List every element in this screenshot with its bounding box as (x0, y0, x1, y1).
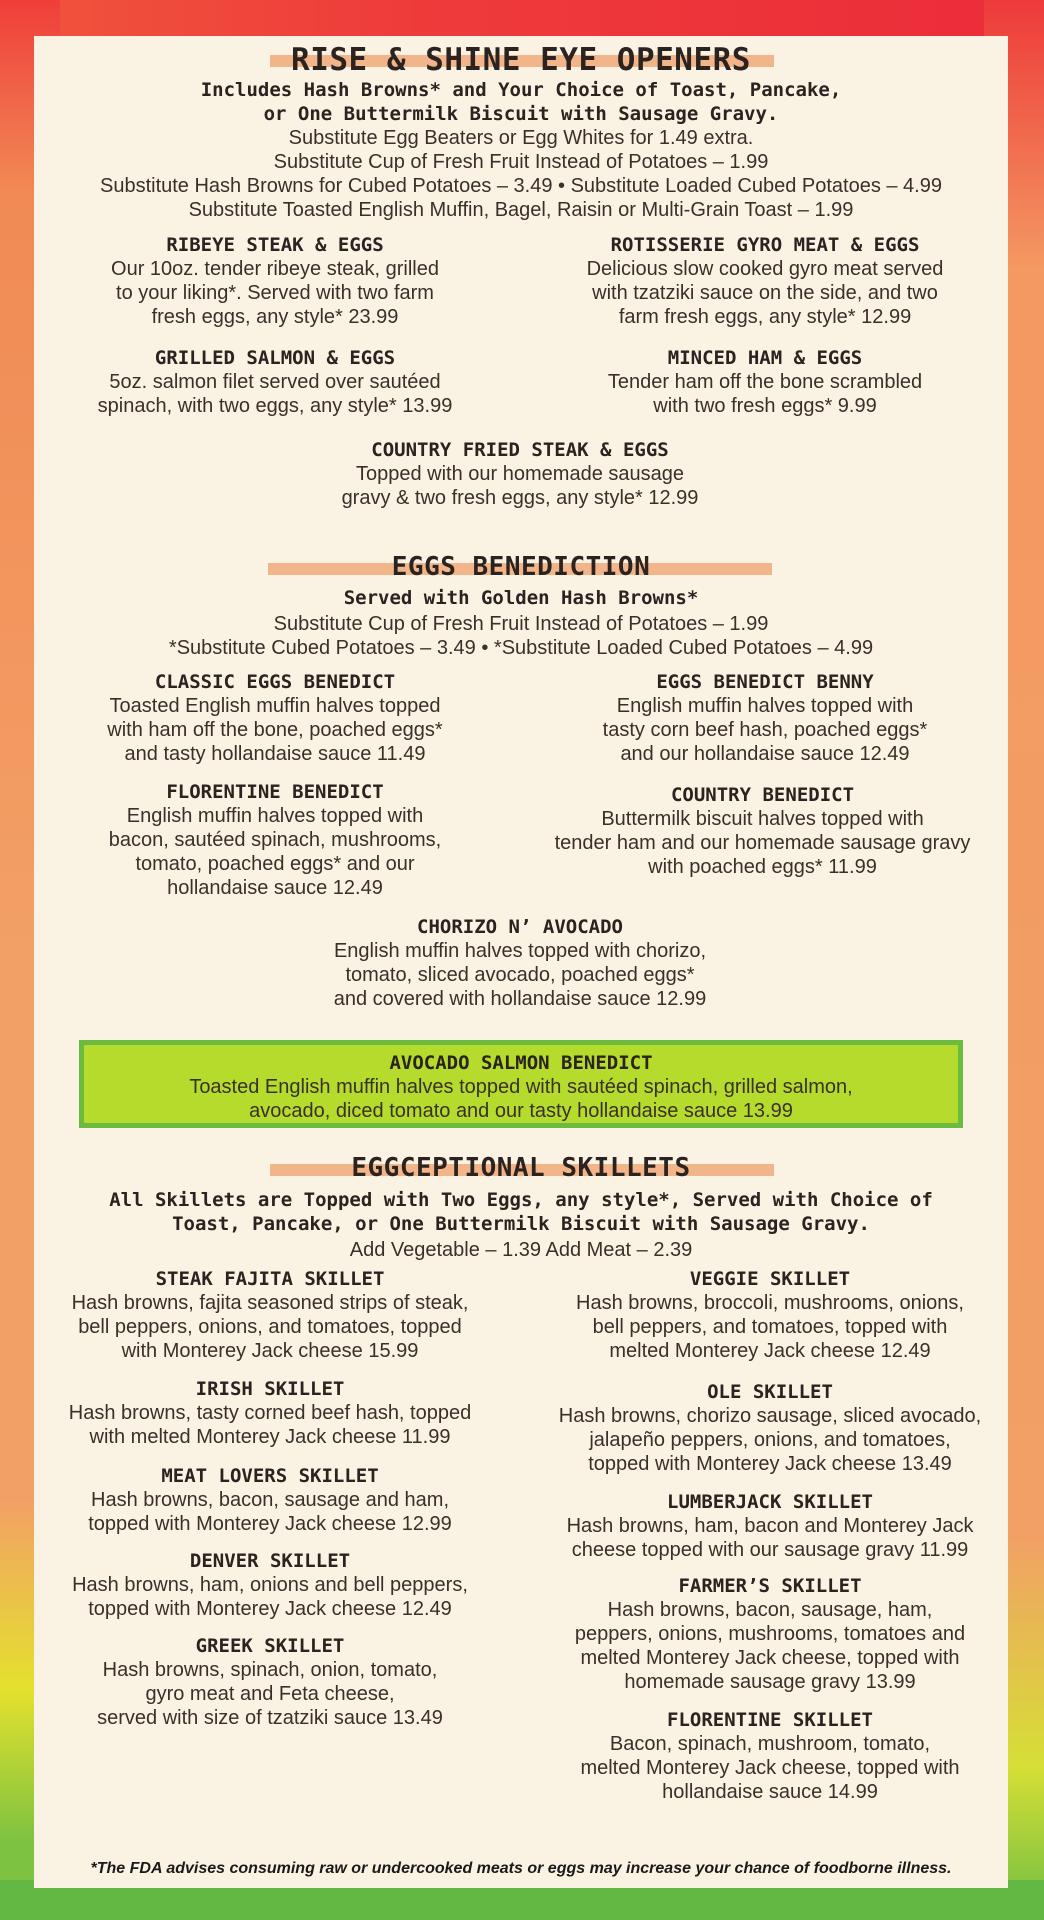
subtitle-line: All Skillets are Topped with Two Eggs, any style*, Served with Choice of (109, 1189, 933, 1211)
menu-item-name: FLORENTINE SKILLET (667, 1709, 873, 1731)
section-subtitle (34, 78, 1008, 126)
section-subtitle (34, 1188, 1008, 1236)
menu-item-description: Hash browns, bacon, sausage, ham, peppers, onions, mushrooms, tomatoes and melted Monterey Jack cheese, topped with homemade sausage gravy 13.99 (574, 1599, 966, 1693)
menu-item-description: Tender ham off the bone scrambled with two fresh eggs* 9.99 (607, 371, 923, 417)
menu-item (45, 1377, 495, 1449)
menu-item (540, 1267, 1000, 1363)
menu-item (45, 1267, 495, 1363)
menu-item (60, 233, 490, 329)
subtitle-line: or One Buttermilk Biscuit with Sausage Gravy. (263, 103, 779, 125)
note-line: Substitute Cup of Fresh Fruit Instead of Potatoes – 1.99 (273, 613, 769, 635)
section-title-eggs-benediction: EGGS BENEDICTION (391, 552, 651, 582)
subtitle-line: Includes Hash Browns* and Your Choice of Toast, Pancake, (200, 79, 842, 101)
section-notes (34, 126, 1008, 222)
menu-item-description: Hash browns, ham, onions and bell peppers, topped with Monterey Jack cheese 12.49 (72, 1574, 468, 1620)
menu-item-description: Buttermilk biscuit halves topped with tender ham and our homemade sausage gravy with poached eggs* 11.99 (554, 808, 971, 878)
menu-item-description: Hash browns, fajita seasoned strips of steak, bell peppers, onions, and tomatoes, topped with Monterey Jack cheese 15.99 (71, 1292, 469, 1362)
featured-item-description: Toasted English muffin halves topped with sautéed spinach, grilled salmon, avocado, diced tomato and our tasty hollandaise sauce 13.99 (189, 1076, 853, 1122)
menu-item-description: Topped with our homemade sausage gravy & two fresh eggs, any style* 12.99 (341, 463, 699, 509)
menu-item-description: English muffin halves topped with bacon, sautéed spinach, mushrooms, tomato, poached eggs* and our hollandaise sauce 12.49 (108, 805, 442, 899)
menu-item (535, 1380, 1005, 1476)
menu-item-name: COUNTRY FRIED STEAK & EGGS (371, 439, 669, 461)
menu-item-name: GREEK SKILLET (195, 1635, 345, 1657)
menu-item-name: STEAK FAJITA SKILLET (155, 1268, 385, 1290)
menu-item-description: Delicious slow cooked gyro meat served with tzatziki sauce on the side, and two farm fresh eggs, any style* 12.99 (586, 258, 944, 328)
menu-item-description: Hash browns, ham, bacon and Monterey Jack cheese topped with our sausage gravy 11.99 (566, 1515, 974, 1561)
menu-item-name: FLORENTINE BENEDICT (166, 781, 384, 803)
note-line: Substitute Toasted English Muffin, Bagel, Raisin or Multi-Grain Toast – 1.99 (188, 199, 854, 221)
menu-item (540, 1574, 1000, 1694)
menu-item (60, 780, 490, 900)
section-notes (34, 612, 1008, 660)
section-notes (34, 1238, 1008, 1262)
menu-item-name: VEGGIE SKILLET (689, 1268, 851, 1290)
menu-item (540, 233, 990, 329)
subtitle-line: Toast, Pancake, or One Buttermilk Biscuit with Sausage Gravy. (172, 1213, 870, 1235)
menu-item-name: DENVER SKILLET (189, 1550, 351, 1572)
menu-item-name: ROTISSERIE GYRO MEAT & EGGS (610, 234, 920, 256)
menu-item-description: Hash browns, spinach, onion, tomato, gyro meat and Feta cheese, served with size of tzatziki sauce 13.49 (97, 1659, 443, 1729)
note-line: Substitute Hash Browns for Cubed Potatoes – 3.49 • Substitute Loaded Cubed Potatoes – 4.99 (99, 175, 942, 197)
menu-item-name: IRISH SKILLET (195, 1378, 345, 1400)
menu-item-name: EGGS BENEDICT BENNY (656, 671, 874, 693)
menu-item-name: GRILLED SALMON & EGGS (154, 347, 396, 369)
menu-item-description: Hash browns, tasty corned beef hash, topped with melted Monterey Jack cheese 11.99 (68, 1402, 472, 1448)
section-title-rise-shine: RISE & SHINE EYE OPENERS (291, 42, 751, 78)
fda-disclaimer: *The FDA advises consuming raw or undercooked meats or eggs may increase your chance of foodborne illness. (90, 1860, 952, 1877)
featured-item-name: AVOCADO SALMON BENEDICT (389, 1052, 653, 1074)
menu-item (270, 438, 770, 510)
menu-item (45, 1634, 495, 1730)
menu-item (540, 1490, 1000, 1562)
menu-item (540, 1708, 1000, 1804)
menu-item-name: RIBEYE STEAK & EGGS (166, 234, 384, 256)
note-line: *Substitute Cubed Potatoes – 3.49 • *Substitute Loaded Cubed Potatoes – 4.99 (168, 637, 874, 659)
note-line: Substitute Cup of Fresh Fruit Instead of Potatoes – 1.99 (273, 151, 769, 173)
menu-item-name: LUMBERJACK SKILLET (667, 1491, 873, 1513)
menu-item-description: Our 10oz. tender ribeye steak, grilled to your liking*. Served with two farm fresh eggs, any style* 23.99 (111, 258, 439, 328)
menu-item (270, 915, 770, 1011)
featured-item-box (79, 1040, 963, 1128)
menu-item (45, 1464, 495, 1536)
menu-item-name: MINCED HAM & EGGS (667, 347, 863, 369)
menu-item-description: English muffin halves topped with chorizo, tomato, sliced avocado, poached eggs* and covered with hollandaise sauce 12.99 (333, 940, 707, 1010)
subtitle-line: Served with Golden Hash Browns* (343, 587, 699, 609)
menu-item (45, 1549, 495, 1621)
menu-item-name: CLASSIC EGGS BENEDICT (154, 671, 396, 693)
menu-item-description: 5oz. salmon filet served over sautéed spinach, with two eggs, any style* 13.99 (97, 371, 453, 417)
menu-item-description: Hash browns, broccoli, mushrooms, onions, bell peppers, and tomatoes, topped with melted Monterey Jack cheese 12.49 (576, 1292, 964, 1362)
menu-item-name: MEAT LOVERS SKILLET (161, 1465, 379, 1487)
note-line: Add Vegetable – 1.39 Add Meat – 2.39 (349, 1239, 693, 1261)
menu-item (60, 670, 490, 766)
menu-item-description: Bacon, spinach, mushroom, tomato, melted Monterey Jack cheese, topped with hollandaise sauce 14.99 (580, 1733, 960, 1803)
menu-item (540, 346, 990, 418)
menu-item-name: FARMER’S SKILLET (678, 1575, 862, 1597)
menu-item (540, 670, 990, 766)
menu-item (60, 346, 490, 418)
menu-item-name: CHORIZO N’ AVOCADO (417, 916, 623, 938)
note-line: Substitute Egg Beaters or Egg Whites for 1.49 extra. (288, 127, 754, 149)
menu-item-description: English muffin halves topped with tasty corn beef hash, poached eggs* and our hollandaise sauce 12.49 (602, 695, 928, 765)
menu-item-description: Hash browns, chorizo sausage, sliced avocado, jalapeño peppers, onions, and tomatoes, topped with Monterey Jack cheese 13.49 (558, 1405, 982, 1475)
menu-item (525, 783, 1000, 879)
menu-item-description: Toasted English muffin halves topped with ham off the bone, poached eggs* and tasty hollandaise sauce 11.49 (107, 695, 443, 765)
section-title-skillets: EGGCEPTIONAL SKILLETS (351, 1153, 691, 1183)
section-subtitle (34, 586, 1008, 610)
menu-item-description: Hash browns, bacon, sausage and ham, topped with Monterey Jack cheese 12.99 (88, 1489, 452, 1535)
menu-item-name: COUNTRY BENEDICT (670, 784, 855, 806)
menu-item-name: OLE SKILLET (707, 1381, 833, 1403)
